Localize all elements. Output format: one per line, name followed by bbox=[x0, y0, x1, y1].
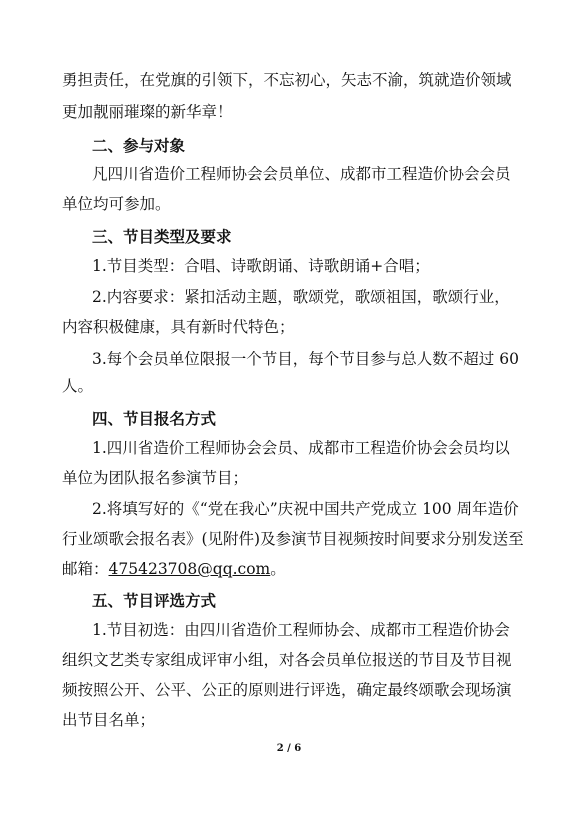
page-number: 2 / 6 bbox=[276, 743, 302, 754]
body-line: 组织文艺类专家组成评审小组，对各会员单位报送的节目及节目视 bbox=[62, 651, 512, 669]
body-line: 2.将填写好的《“党在我心”庆祝中国共产党成立 100 周年造价 bbox=[92, 500, 519, 518]
section-heading: 二、参与对象 bbox=[92, 137, 186, 155]
body-line: 3.每个会员单位限报一个节目，每个节目参与总人数不超过 60 bbox=[92, 350, 519, 368]
email-suffix: 。 bbox=[270, 560, 286, 578]
body-line: 2.内容要求：紧扣活动主题，歌颂党，歌颂祖国，歌颂行业， bbox=[92, 288, 510, 306]
body-line: 1.四川省造价工程师协会会员、成都市工程造价协会会员均以 bbox=[92, 439, 510, 457]
section-heading: 三、节目类型及要求 bbox=[92, 228, 232, 246]
body-line: 内容积极健康，具有新时代特色； bbox=[62, 318, 295, 336]
email-line bbox=[62, 558, 286, 580]
body-line: 凡四川省造价工程师协会会员单位、成都市工程造价协会会员 bbox=[92, 165, 511, 183]
body-line: 1.节目初选：由四川省造价工程师协会、成都市工程造价协会 bbox=[92, 621, 510, 639]
email-label: 邮箱： bbox=[62, 560, 109, 578]
body-line: 更加靓丽璀璨的新华章！ bbox=[62, 103, 233, 121]
body-line: 单位为团队报名参演节目； bbox=[62, 469, 249, 487]
body-line: 1.节目类型：合唱、诗歌朗诵、诗歌朗诵+合唱； bbox=[92, 257, 430, 275]
body-line: 人。 bbox=[62, 377, 94, 395]
body-line: 行业颂歌会报名表》(见附件)及参演节目视频按时间要求分别发送至 bbox=[62, 530, 524, 548]
body-line: 出节目名单； bbox=[62, 711, 156, 729]
email-link[interactable]: 475423708@qq.com bbox=[108, 560, 271, 578]
section-heading: 五、节目评选方式 bbox=[92, 592, 217, 610]
body-line: 频按照公开、公平、公正的原则进行评选，确定最终颂歌会现场演 bbox=[62, 681, 512, 699]
section-heading: 四、节目报名方式 bbox=[92, 410, 217, 428]
body-line: 单位均可参加。 bbox=[62, 195, 171, 213]
body-line: 勇担责任，在党旗的引领下，不忘初心，矢志不渝，筑就造价领域 bbox=[62, 71, 512, 89]
